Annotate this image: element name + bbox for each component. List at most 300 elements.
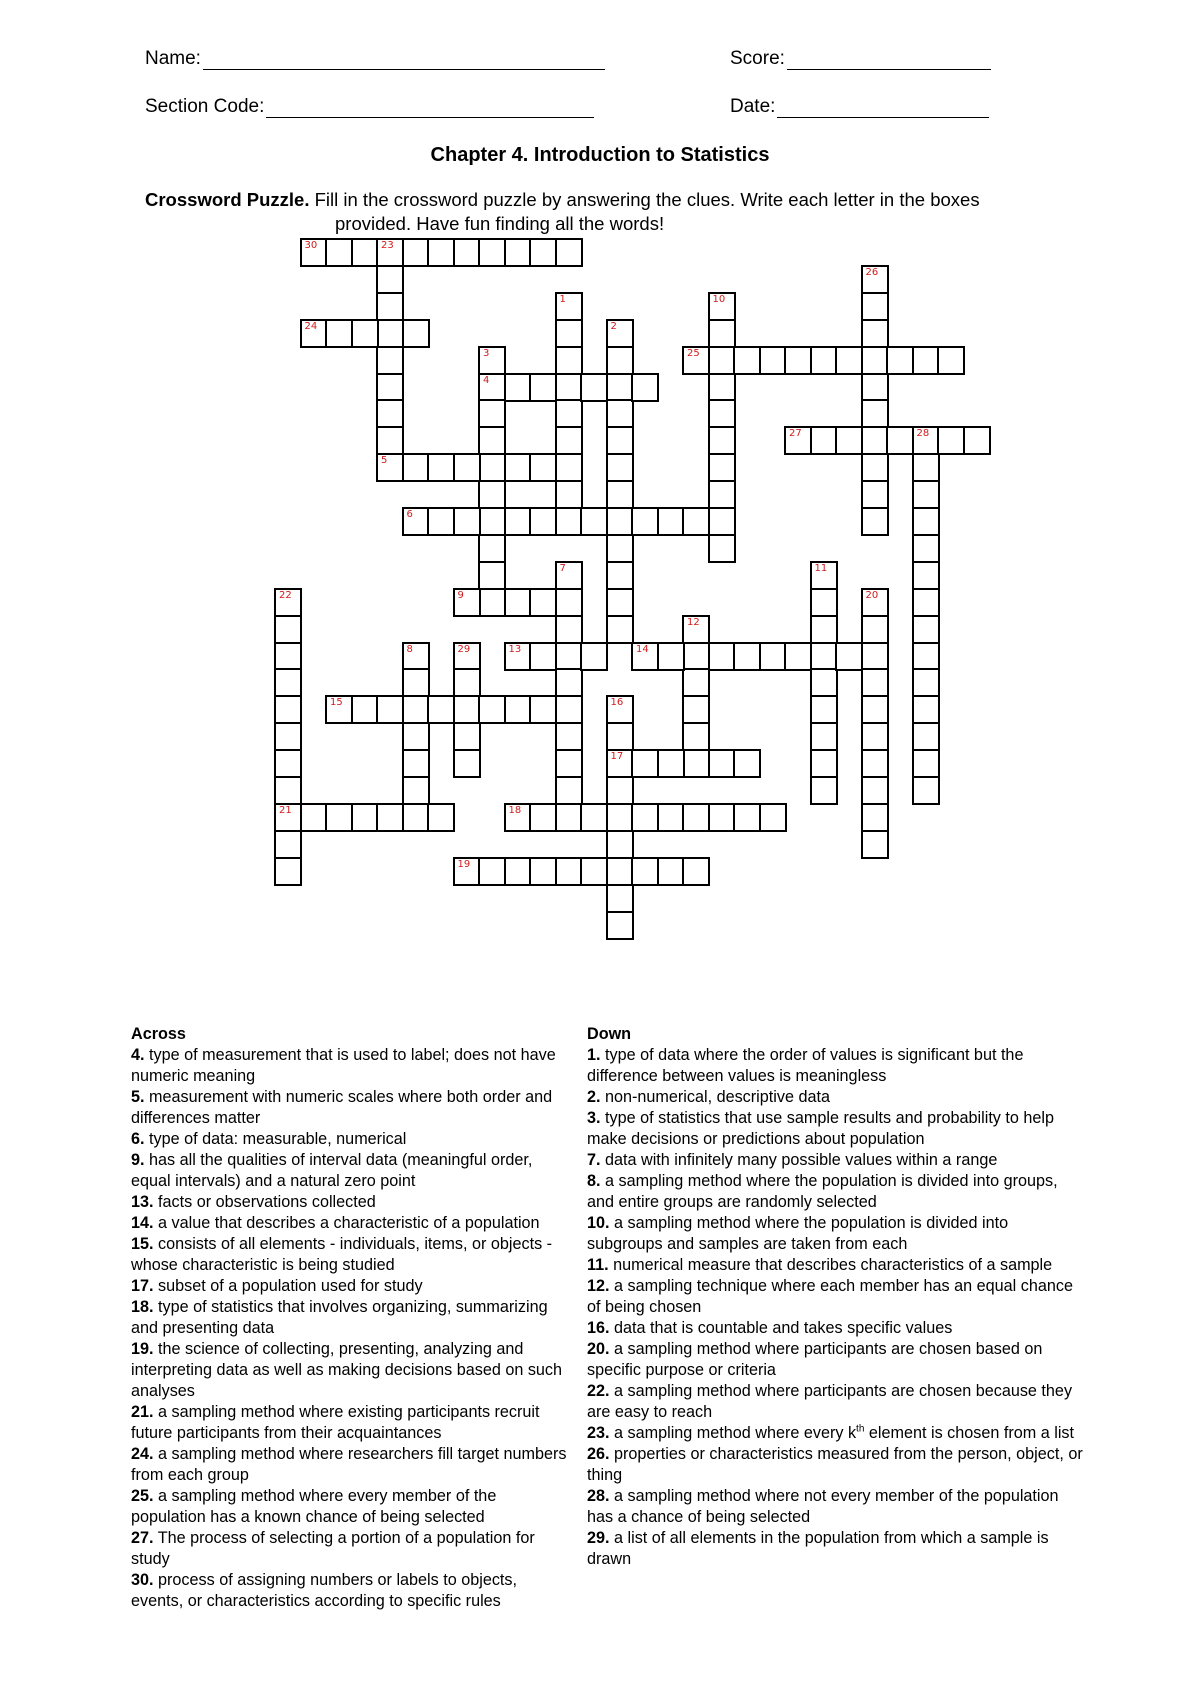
clue-number: 22. (587, 1382, 610, 1400)
crossword-cell[interactable] (453, 507, 481, 536)
crossword-cell[interactable] (376, 319, 404, 348)
crossword-cell[interactable] (427, 507, 455, 536)
instructions-lead: Crossword Puzzle. (145, 189, 310, 210)
crossword-cell[interactable] (606, 319, 634, 348)
crossword-cell[interactable] (708, 346, 736, 375)
crossword-cell[interactable] (963, 426, 991, 455)
crossword-cell[interactable] (402, 695, 430, 724)
clue-text: process of assigning numbers or labels to objects, events, or characteristics according to specific rules (131, 1571, 518, 1610)
clue-text: a sampling method where participants are chosen based on specific purpose or criteria (587, 1340, 1043, 1379)
crossword-cell[interactable] (478, 238, 506, 267)
crossword-cell[interactable] (402, 642, 430, 671)
across-clue (131, 1486, 571, 1528)
crossword-cell[interactable] (402, 507, 430, 536)
crossword-cell[interactable] (402, 453, 430, 482)
crossword-cell[interactable] (861, 480, 889, 509)
crossword-cell[interactable] (682, 615, 710, 644)
crossword-cell[interactable] (810, 615, 838, 644)
crossword-cell[interactable] (529, 373, 557, 402)
crossword-cell[interactable] (325, 695, 353, 724)
clue-number: 6. (131, 1130, 145, 1148)
crossword-cell[interactable] (606, 534, 634, 563)
crossword-cell[interactable] (376, 426, 404, 455)
crossword-cell[interactable] (886, 346, 914, 375)
crossword-cell[interactable] (606, 695, 634, 724)
crossword-cell[interactable] (555, 319, 583, 348)
clue-number: 8. (587, 1172, 601, 1190)
crossword-cell[interactable] (606, 453, 634, 482)
instructions-text-2: provided. Have fun finding all the words! (335, 213, 665, 234)
crossword-cell[interactable] (631, 749, 659, 778)
clue-text-continued: element is chosen from a list (864, 1424, 1075, 1442)
crossword-cell[interactable] (708, 319, 736, 348)
crossword-cell[interactable] (682, 722, 710, 751)
crossword-cell[interactable] (351, 238, 379, 267)
crossword-cell[interactable] (325, 319, 353, 348)
cell-number: 16 (610, 697, 624, 709)
crossword-cell[interactable] (606, 507, 634, 536)
crossword-cell[interactable] (682, 857, 710, 886)
crossword-cell[interactable] (861, 292, 889, 321)
crossword-cell[interactable] (300, 238, 328, 267)
clue-text: the science of collecting, presenting, analyzing and interpreting data as well as making decisions based on such analyses (131, 1340, 563, 1400)
crossword-cell[interactable] (325, 238, 353, 267)
crossword-cell[interactable] (504, 857, 532, 886)
crossword-cell[interactable] (759, 346, 787, 375)
crossword-cell[interactable] (402, 803, 430, 832)
clue-text: facts or observations collected (158, 1193, 376, 1211)
clue-superscript: th (856, 1423, 865, 1435)
crossword-cell[interactable] (453, 749, 481, 778)
crossword-cell[interactable] (810, 695, 838, 724)
crossword-cell[interactable] (580, 857, 608, 886)
cell-number: 19 (457, 858, 471, 870)
crossword-cell[interactable] (555, 399, 583, 428)
crossword-cell[interactable] (453, 642, 481, 671)
crossword-cell[interactable] (529, 695, 557, 724)
crossword-cell[interactable] (274, 642, 302, 671)
crossword-cell[interactable] (555, 642, 583, 671)
crossword-cell[interactable] (631, 857, 659, 886)
crossword-cell[interactable] (274, 803, 302, 832)
crossword-cell[interactable] (886, 426, 914, 455)
crossword-cell[interactable] (912, 615, 940, 644)
crossword-cell[interactable] (810, 722, 838, 751)
crossword-cell[interactable] (376, 399, 404, 428)
crossword-cell[interactable] (478, 534, 506, 563)
crossword-cell[interactable] (861, 346, 889, 375)
across-clue (131, 1276, 571, 1297)
clue-text: a sampling method where the population is divided into subgroups and samples are taken from each (587, 1214, 1009, 1253)
crossword-cell[interactable] (631, 373, 659, 402)
crossword-cell[interactable] (912, 722, 940, 751)
crossword-cell[interactable] (810, 668, 838, 697)
cell-number: 29 (457, 643, 471, 655)
clue-text: data that is countable and takes specific values (614, 1319, 953, 1337)
crossword-cell[interactable] (759, 642, 787, 671)
crossword-cell[interactable] (912, 668, 940, 697)
crossword-cell[interactable] (708, 292, 736, 321)
clue-text: numerical measure that describes characteristics of a sample (613, 1256, 1053, 1274)
crossword-cell[interactable] (504, 588, 532, 617)
crossword-cell[interactable] (861, 722, 889, 751)
crossword-cell[interactable] (606, 615, 634, 644)
clue-number: 16. (587, 1319, 610, 1337)
crossword-cell[interactable] (861, 803, 889, 832)
crossword-cell[interactable] (580, 803, 608, 832)
crossword-cell[interactable] (682, 507, 710, 536)
crossword-cell[interactable] (606, 722, 634, 751)
crossword-cell[interactable] (376, 292, 404, 321)
clue-text: type of statistics that use sample results and probability to help make decisions or predictions about population (587, 1109, 1055, 1148)
crossword-cell[interactable] (555, 292, 583, 321)
down-clue (587, 1339, 1087, 1381)
crossword-cell[interactable] (555, 561, 583, 590)
crossword-cell[interactable] (835, 642, 863, 671)
crossword-cell[interactable] (402, 776, 430, 805)
crossword-cell[interactable] (708, 534, 736, 563)
crossword-cell[interactable] (529, 803, 557, 832)
crossword-cell[interactable] (478, 588, 506, 617)
crossword-cell[interactable] (861, 453, 889, 482)
crossword-cell[interactable] (504, 507, 532, 536)
crossword-cell[interactable] (912, 534, 940, 563)
crossword-cell[interactable] (733, 642, 761, 671)
crossword-cell[interactable] (555, 480, 583, 509)
crossword-cell[interactable] (580, 373, 608, 402)
crossword-cell[interactable] (835, 426, 863, 455)
crossword-cell[interactable] (529, 453, 557, 482)
crossword-cell[interactable] (376, 803, 404, 832)
crossword-cell[interactable] (504, 803, 532, 832)
crossword-cell[interactable] (478, 453, 506, 482)
across-clue (131, 1444, 571, 1486)
crossword-cell[interactable] (325, 803, 353, 832)
crossword-cell[interactable] (555, 615, 583, 644)
crossword-cell[interactable] (861, 642, 889, 671)
crossword-cell[interactable] (504, 238, 532, 267)
crossword-cell[interactable] (555, 776, 583, 805)
crossword-cell[interactable] (631, 803, 659, 832)
across-heading: Across (131, 1025, 186, 1043)
clue-text: measurement with numeric scales where both order and differences matter (131, 1088, 553, 1127)
crossword-cell[interactable] (861, 588, 889, 617)
crossword-cell[interactable] (708, 453, 736, 482)
crossword-cell[interactable] (478, 857, 506, 886)
crossword-cell[interactable] (555, 507, 583, 536)
crossword-cell[interactable] (478, 399, 506, 428)
clue-number: 24. (131, 1445, 154, 1463)
clue-text: a sampling method where existing participants recruit future participants from their acquaintances (131, 1403, 540, 1442)
crossword-cell[interactable] (300, 319, 328, 348)
crossword-cell[interactable] (861, 373, 889, 402)
crossword-cell[interactable] (657, 803, 685, 832)
crossword-cell[interactable] (682, 749, 710, 778)
crossword-cell[interactable] (402, 668, 430, 697)
crossword-cell[interactable] (606, 588, 634, 617)
crossword-cell[interactable] (478, 480, 506, 509)
crossword-cell[interactable] (861, 319, 889, 348)
crossword-cell[interactable] (784, 426, 812, 455)
clue-text: a sampling method where the population is divided into groups, and entire groups are randomly selected (587, 1172, 1058, 1211)
crossword-cell[interactable] (351, 803, 379, 832)
crossword-cell[interactable] (708, 749, 736, 778)
crossword-cell[interactable] (606, 857, 634, 886)
crossword-cell[interactable] (784, 346, 812, 375)
crossword-cell[interactable] (810, 588, 838, 617)
crossword-cell[interactable] (657, 642, 685, 671)
clue-text: a sampling method where not every member of the population has a chance of being selected (587, 1487, 1059, 1526)
crossword-cell[interactable] (810, 346, 838, 375)
across-clue (131, 1192, 571, 1213)
crossword-cell[interactable] (606, 803, 634, 832)
crossword-cell[interactable] (912, 346, 940, 375)
clue-text: properties or characteristics measured from the person, object, or thing (587, 1445, 1083, 1484)
clue-text: a sampling method where participants are chosen because they are easy to reach (587, 1382, 1073, 1421)
cell-number: 30 (304, 240, 318, 251)
crossword-cell[interactable] (351, 319, 379, 348)
crossword-cell[interactable] (504, 373, 532, 402)
crossword-cell[interactable] (861, 399, 889, 428)
crossword-cell[interactable] (555, 803, 583, 832)
crossword-cell[interactable] (708, 426, 736, 455)
crossword-cell[interactable] (478, 561, 506, 590)
crossword-cell[interactable] (861, 776, 889, 805)
crossword-cell[interactable] (657, 507, 685, 536)
crossword-cell[interactable] (453, 453, 481, 482)
crossword-cell[interactable] (453, 857, 481, 886)
crossword-cell[interactable] (606, 346, 634, 375)
clue-number: 1. (587, 1046, 601, 1064)
crossword-cell[interactable] (274, 668, 302, 697)
crossword-cell[interactable] (274, 615, 302, 644)
crossword-cell[interactable] (912, 749, 940, 778)
crossword-cell[interactable] (376, 265, 404, 294)
cell-number: 21 (279, 804, 292, 816)
crossword-cell[interactable] (478, 346, 506, 375)
crossword-cell[interactable] (682, 803, 710, 832)
crossword-cell[interactable] (606, 480, 634, 509)
crossword-cell[interactable] (606, 911, 634, 940)
crossword-cell[interactable] (861, 830, 889, 859)
crossword-cell[interactable] (861, 668, 889, 697)
clue-number: 28. (587, 1487, 610, 1505)
crossword-cell[interactable] (606, 884, 634, 913)
crossword-cell[interactable] (427, 695, 455, 724)
crossword-cell[interactable] (912, 642, 940, 671)
crossword-cell[interactable] (453, 588, 481, 617)
down-clue (587, 1108, 1087, 1150)
clue-number: 2. (587, 1088, 601, 1106)
crossword-cell[interactable] (631, 507, 659, 536)
crossword-cell[interactable] (555, 695, 583, 724)
crossword-cell[interactable] (555, 426, 583, 455)
crossword-cell[interactable] (861, 265, 889, 294)
crossword-cell[interactable] (912, 588, 940, 617)
across-clue (131, 1570, 571, 1612)
crossword-cell[interactable] (402, 319, 430, 348)
crossword-cell[interactable] (682, 642, 710, 671)
crossword-cell[interactable] (453, 722, 481, 751)
crossword-cell[interactable] (555, 373, 583, 402)
cell-number: 8 (406, 643, 413, 655)
crossword-cell[interactable] (912, 695, 940, 724)
clue-text: type of data where the order of values is significant but the difference between values is meaningless (587, 1046, 1024, 1085)
crossword-cell[interactable] (708, 373, 736, 402)
crossword-cell[interactable] (657, 749, 685, 778)
crossword-cell[interactable] (478, 373, 506, 402)
crossword-cell[interactable] (810, 749, 838, 778)
crossword-cell[interactable] (300, 803, 328, 832)
cell-number: 9 (457, 589, 464, 601)
crossword-cell[interactable] (606, 426, 634, 455)
section-code-label: Section Code: (145, 96, 265, 117)
crossword-cell[interactable] (555, 346, 583, 375)
crossword-cell[interactable] (606, 749, 634, 778)
down-clue (587, 1381, 1087, 1423)
crossword-cell[interactable] (529, 238, 557, 267)
crossword-cell[interactable] (529, 588, 557, 617)
crossword-cell[interactable] (861, 615, 889, 644)
crossword-cell[interactable] (402, 749, 430, 778)
crossword-cell[interactable] (555, 668, 583, 697)
crossword-cell[interactable] (733, 749, 761, 778)
clue-number: 11. (587, 1256, 609, 1274)
crossword-cell[interactable] (453, 695, 481, 724)
crossword-cell[interactable] (733, 803, 761, 832)
crossword-cell[interactable] (733, 346, 761, 375)
crossword-cell[interactable] (376, 453, 404, 482)
crossword-cell[interactable] (376, 373, 404, 402)
clue-number: 21. (131, 1403, 154, 1421)
crossword-cell[interactable] (478, 507, 506, 536)
across-clue (131, 1234, 571, 1276)
crossword-cell[interactable] (427, 803, 455, 832)
crossword-cell[interactable] (912, 776, 940, 805)
crossword-cell[interactable] (274, 749, 302, 778)
clue-number: 7. (587, 1151, 601, 1169)
clue-text: type of data: measurable, numerical (149, 1130, 407, 1148)
crossword-cell[interactable] (784, 642, 812, 671)
crossword-cell[interactable] (682, 668, 710, 697)
clue-number: 30. (131, 1571, 154, 1589)
crossword-cell[interactable] (682, 695, 710, 724)
crossword-cell[interactable] (504, 642, 532, 671)
across-clue (131, 1129, 571, 1150)
clue-number: 17. (131, 1277, 154, 1295)
crossword-cell[interactable] (555, 588, 583, 617)
crossword-cell[interactable] (580, 642, 608, 671)
crossword-cell[interactable] (427, 453, 455, 482)
crossword-cell[interactable] (453, 668, 481, 697)
crossword-cell[interactable] (376, 695, 404, 724)
crossword-cell[interactable] (274, 722, 302, 751)
crossword-cell[interactable] (912, 426, 940, 455)
crossword-cell[interactable] (504, 453, 532, 482)
crossword-cell[interactable] (606, 373, 634, 402)
crossword-cell[interactable] (580, 507, 608, 536)
crossword-cell[interactable] (937, 346, 965, 375)
clue-text: The process of selecting a portion of a population for study (131, 1529, 535, 1568)
crossword-cell[interactable] (861, 507, 889, 536)
crossword-cell[interactable] (810, 426, 838, 455)
crossword-cell[interactable] (606, 561, 634, 590)
crossword-cell[interactable] (912, 561, 940, 590)
crossword-cell[interactable] (606, 776, 634, 805)
crossword-cell[interactable] (708, 642, 736, 671)
crossword-cell[interactable] (555, 857, 583, 886)
crossword-cell[interactable] (555, 749, 583, 778)
crossword-cell[interactable] (810, 642, 838, 671)
crossword-cell[interactable] (912, 507, 940, 536)
crossword-cell[interactable] (555, 722, 583, 751)
crossword-cell[interactable] (657, 857, 685, 886)
crossword-cell[interactable] (912, 453, 940, 482)
crossword-cell[interactable] (861, 695, 889, 724)
crossword-cell[interactable] (631, 642, 659, 671)
crossword-cell[interactable] (682, 346, 710, 375)
crossword-cell[interactable] (402, 722, 430, 751)
crossword-cell[interactable] (861, 749, 889, 778)
crossword-cell[interactable] (835, 346, 863, 375)
crossword-cell[interactable] (708, 399, 736, 428)
clue-text: type of measurement that is used to label; does not have numeric meaning (131, 1046, 556, 1085)
crossword-cell[interactable] (274, 776, 302, 805)
crossword-cell[interactable] (708, 803, 736, 832)
crossword-cell[interactable] (529, 642, 557, 671)
crossword-cell[interactable] (478, 695, 506, 724)
crossword-cell[interactable] (376, 238, 404, 267)
crossword-cell[interactable] (427, 238, 455, 267)
crossword-cell[interactable] (274, 857, 302, 886)
crossword-cell[interactable] (529, 507, 557, 536)
clue-text: non-numerical, descriptive data (605, 1088, 830, 1106)
crossword-cell[interactable] (402, 238, 430, 267)
crossword-cell[interactable] (708, 507, 736, 536)
crossword-cell[interactable] (504, 695, 532, 724)
clue-text: has all the qualities of interval data (meaningful order, equal intervals) and a natural zero point (131, 1151, 533, 1190)
clue-text: subset of a population used for study (158, 1277, 423, 1295)
crossword-cell[interactable] (861, 426, 889, 455)
crossword-cell[interactable] (912, 480, 940, 509)
crossword-cell[interactable] (555, 238, 583, 267)
crossword-cell[interactable] (274, 588, 302, 617)
down-clue (587, 1423, 1087, 1444)
crossword-cell[interactable] (606, 830, 634, 859)
crossword-cell[interactable] (555, 453, 583, 482)
crossword-cell[interactable] (453, 238, 481, 267)
crossword-cell[interactable] (529, 857, 557, 886)
crossword-cell[interactable] (478, 426, 506, 455)
crossword-cell[interactable] (810, 561, 838, 590)
crossword-cell[interactable] (937, 426, 965, 455)
crossword-cell[interactable] (274, 830, 302, 859)
cell-number: 28 (916, 428, 930, 440)
clue-number: 25. (131, 1487, 154, 1505)
crossword-cell[interactable] (810, 776, 838, 805)
cell-number: 14 (636, 643, 649, 655)
crossword-cell[interactable] (376, 346, 404, 375)
crossword-cell[interactable] (606, 399, 634, 428)
down-clues (587, 1024, 1087, 1570)
clue-number: 10. (587, 1214, 610, 1232)
across-clue (131, 1528, 571, 1570)
crossword-cell[interactable] (274, 695, 302, 724)
crossword-cell[interactable] (759, 803, 787, 832)
cell-number: 10 (712, 293, 726, 305)
crossword-cell[interactable] (351, 695, 379, 724)
crossword-cell[interactable] (708, 480, 736, 509)
